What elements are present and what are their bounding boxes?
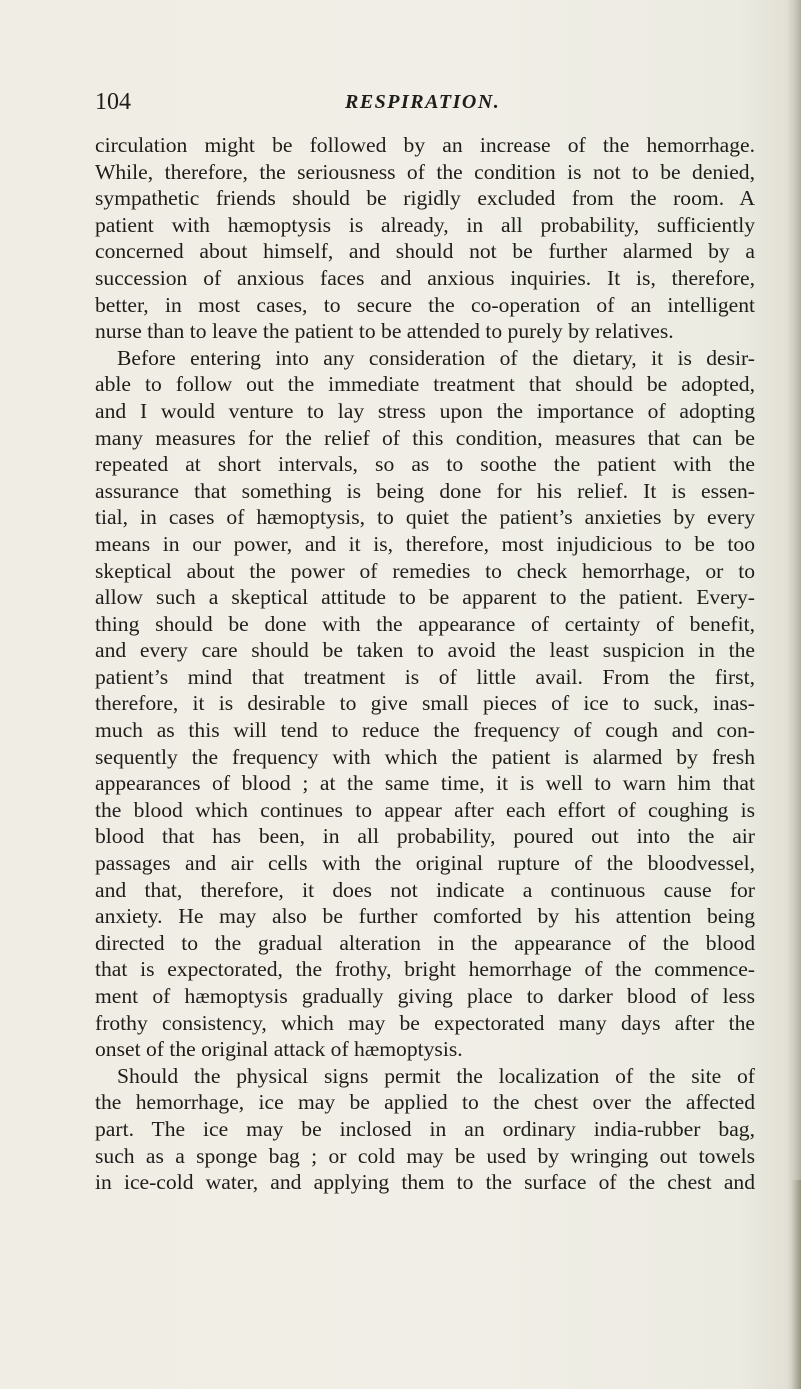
text-line: nurse than to leave the patient to be attended to purely by relatives. <box>95 319 674 344</box>
text-line: skeptical about the power of remedies to check hemorrhage, or to <box>95 558 755 583</box>
text-line: While, therefore, the seriousness of the condition is not to be denied, <box>95 159 755 184</box>
text-line: that is expectorated, the frothy, bright hemorrhage of the commence- <box>95 957 755 982</box>
text-line: directed to the gradual alteration in the appearance of the blood <box>95 930 755 955</box>
text-line: and I would venture to lay stress upon the importance of adopting <box>95 398 755 423</box>
running-head <box>95 88 755 118</box>
text-line: the blood which continues to appear after each effort of coughing is <box>95 797 755 822</box>
text-line: succession of anxious faces and anxious inquiries. It is, therefore, <box>95 265 755 290</box>
text-line: anxiety. He may also be further comforted by his attention being <box>95 904 755 929</box>
body-text <box>95 132 755 1196</box>
running-title: RESPIRATION. <box>345 91 501 113</box>
text-line: such as a sponge bag ; or cold may be used by wringing out towels <box>95 1143 755 1168</box>
page-number: 104 <box>95 89 131 115</box>
text-line: repeated at short intervals, so as to soothe the patient with the <box>95 452 755 477</box>
text-line: concerned about himself, and should not be further alarmed by a <box>95 239 755 264</box>
text-line: thing should be done with the appearance of certainty of benefit, <box>95 611 755 636</box>
text-line: appearances of blood ; at the same time, it is well to warn him that <box>95 771 755 796</box>
text-line: able to follow out the immediate treatment that should be adopted, <box>95 372 755 397</box>
text-line: therefore, it is desirable to give small pieces of ice to suck, inas- <box>95 691 755 716</box>
text-line: frothy consistency, which may be expectorated many days after the <box>95 1010 755 1035</box>
text-line: Should the physical signs permit the localization of the site of <box>117 1063 755 1088</box>
text-line: the hemorrhage, ice may be applied to the chest over the affected <box>95 1090 755 1115</box>
text-line: assurance that something is being done for his relief. It is essen- <box>95 478 755 503</box>
text-line: and that, therefore, it does not indicate a continuous cause for <box>95 877 755 902</box>
text-line: many measures for the relief of this condition, measures that can be <box>95 425 755 450</box>
text-line: blood that has been, in all probability, poured out into the air <box>95 824 755 849</box>
text-line: patient’s mind that treatment is of little avail. From the first, <box>95 664 755 689</box>
page-edge-shadow-lower <box>791 1180 801 1389</box>
text-line: sympathetic friends should be rigidly excluded from the room. A <box>95 186 755 211</box>
text-line: means in our power, and it is, therefore, most injudicious to be too <box>95 531 755 556</box>
text-line: circulation might be followed by an increase of the hemorrhage. <box>95 133 755 157</box>
text-line: onset of the original attack of hæmoptysis. <box>95 1037 463 1062</box>
text-line: much as this will tend to reduce the frequency of cough and con- <box>95 718 755 743</box>
text-line: and every care should be taken to avoid the least suspicion in the <box>95 638 755 663</box>
text-line: allow such a skeptical attitude to be apparent to the patient. Every- <box>95 585 755 610</box>
text-line: Before entering into any consideration of the dietary, it is desir- <box>117 345 755 370</box>
text-line: patient with hæmoptysis is already, in all probability, sufficiently <box>95 212 755 237</box>
text-line: passages and air cells with the original rupture of the bloodvessel, <box>95 851 755 876</box>
text-line: in ice-cold water, and applying them to the surface of the chest and <box>95 1170 755 1195</box>
text-line: sequently the frequency with which the patient is alarmed by fresh <box>95 744 755 769</box>
text-line: part. The ice may be inclosed in an ordinary india-rubber bag, <box>95 1116 755 1141</box>
text-line: better, in most cases, to secure the co-operation of an intelligent <box>95 292 755 317</box>
text-line: ment of hæmoptysis gradually giving place to darker blood of less <box>95 984 755 1008</box>
text-line: tial, in cases of hæmoptysis, to quiet the patient’s anxieties by every <box>95 505 755 530</box>
